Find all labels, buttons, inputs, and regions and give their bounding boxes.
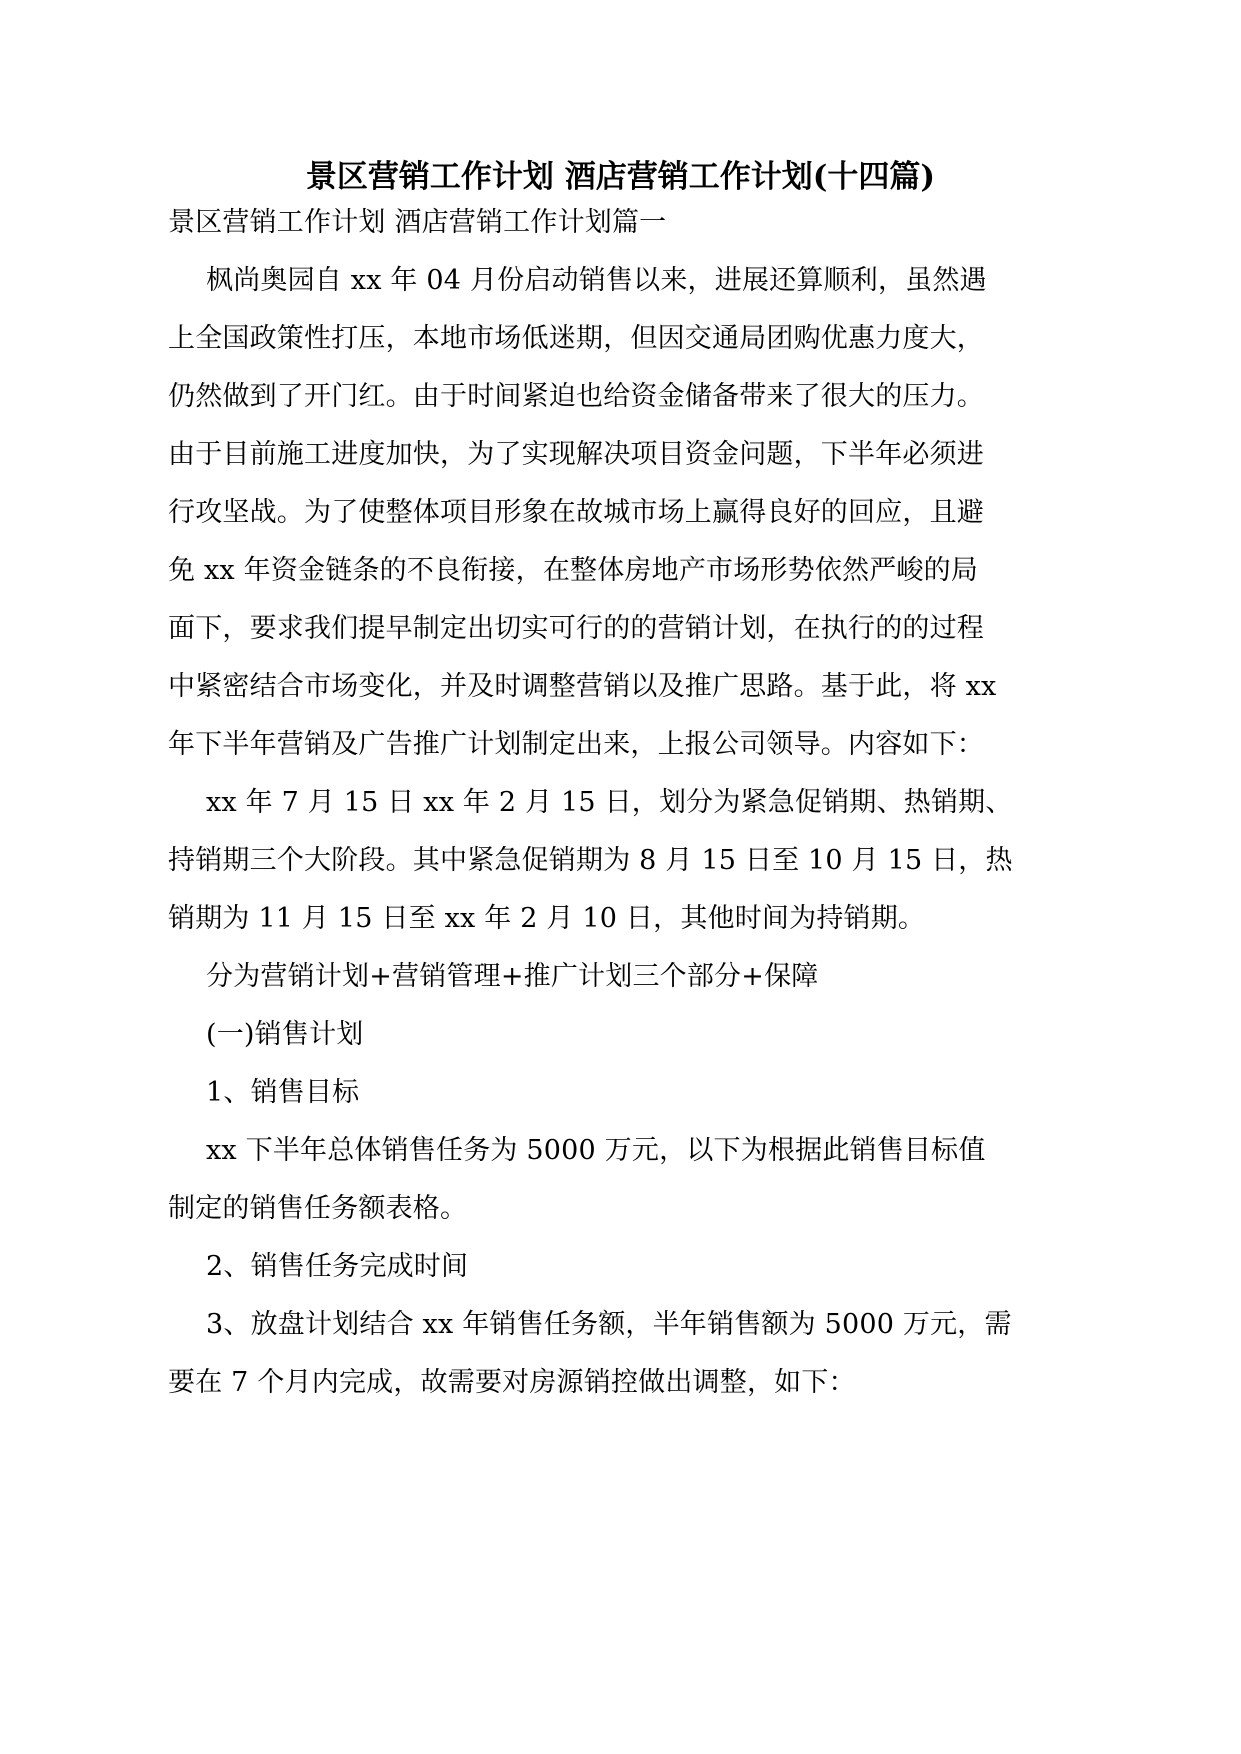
paragraph-line: 3、放盘计划结合 xx 年销售任务额，半年销售额为 5000 万元，需 — [206, 1309, 1012, 1340]
paragraph-line: 由于目前施工进度加快，为了实现解决项目资金问题，下半年必须进 — [168, 439, 984, 470]
paragraph-line: 制定的销售任务额表格。 — [168, 1193, 468, 1224]
paragraph-line: 免 xx 年资金链条的不良衔接，在整体房地产市场形势依然严峻的局 — [168, 555, 979, 586]
paragraph-line: 分为营销计划+营销管理+推广计划三个部分+保障 — [206, 961, 819, 992]
document-subtitle: 景区营销工作计划 酒店营销工作计划篇一 — [168, 207, 667, 238]
document-title: 景区营销工作计划 酒店营销工作计划(十四篇) — [305, 159, 936, 195]
paragraph-line: 要在 7 个月内完成，故需要对房源销控做出调整，如下： — [168, 1367, 856, 1398]
paragraph-line: 年下半年营销及广告推广计划制定出来，上报公司领导。内容如下： — [168, 729, 984, 760]
paragraph-line: 持销期三个大阶段。其中紧急促销期为 8 月 15 日至 10 月 15 日，热 — [168, 845, 1013, 876]
paragraph-line: 面下，要求我们提早制定出切实可行的的营销计划，在执行的的过程 — [168, 613, 984, 644]
paragraph-line: 枫尚奥园自 xx 年 04 月份启动销售以来，进展还算顺利，虽然遇 — [206, 265, 987, 296]
list-item: 2、销售任务完成时间 — [206, 1251, 469, 1282]
paragraph-line: 仍然做到了开门红。由于时间紧迫也给资金储备带来了很大的压力。 — [168, 381, 984, 412]
paragraph-line: xx 年 7 月 15 日 xx 年 2 月 15 日，划分为紧急促销期、热销期、 — [206, 787, 1013, 818]
paragraph-line: 中紧密结合市场变化，并及时调整营销以及推广思路。基于此，将 xx — [168, 671, 997, 702]
paragraph-line: 销期为 11 月 15 日至 xx 年 2 月 10 日，其他时间为持销期。 — [168, 903, 926, 934]
paragraph-line: 行攻坚战。为了使整体项目形象在故城市场上赢得良好的回应，且避 — [168, 497, 984, 528]
section-heading: (一)销售计划 — [206, 1019, 364, 1050]
paragraph-line: xx 下半年总体销售任务为 5000 万元，以下为根据此销售目标值 — [206, 1135, 986, 1166]
paragraph-line: 上全国政策性打压，本地市场低迷期，但因交通局团购优惠力度大， — [168, 323, 984, 354]
list-item: 1、销售目标 — [206, 1077, 360, 1108]
